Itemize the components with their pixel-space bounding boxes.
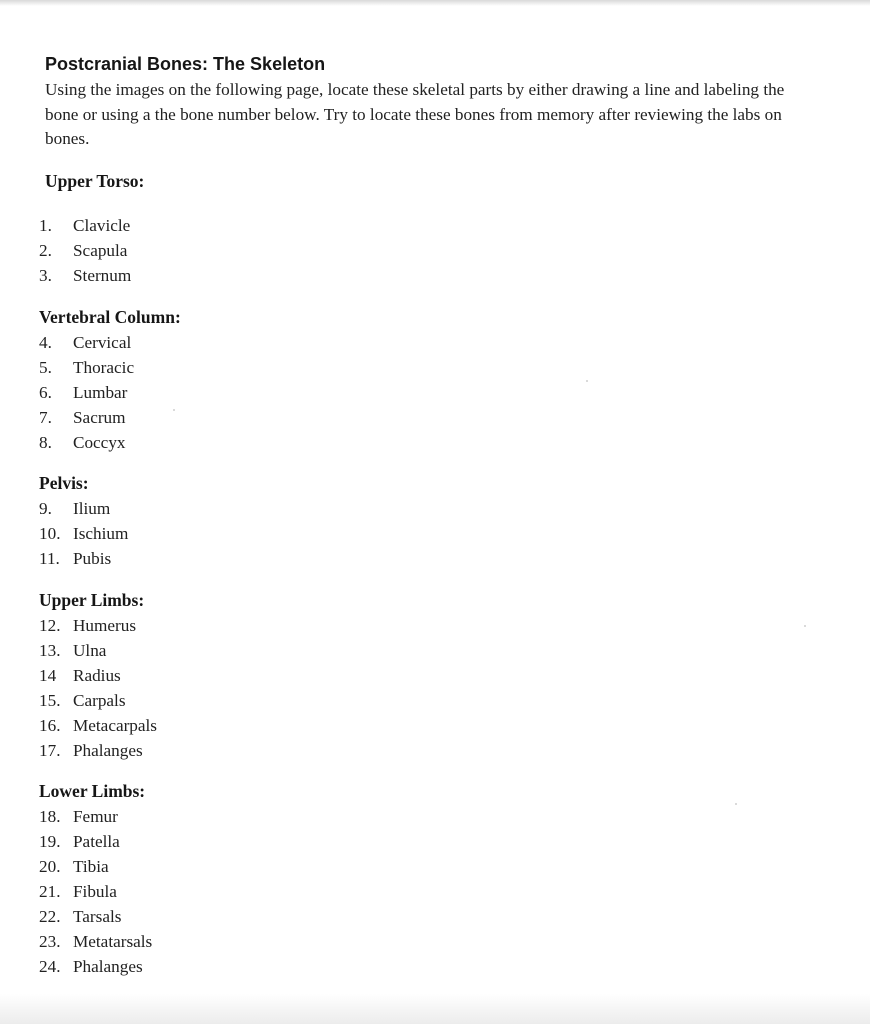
- item-number: 22.: [39, 907, 61, 926]
- paper-speck: [804, 625, 806, 627]
- list-item: [39, 638, 157, 663]
- list-item: [39, 738, 157, 763]
- section-heading-pelvis: Pelvis:: [39, 473, 89, 493]
- item-number: 13.: [39, 641, 61, 660]
- list-item: [39, 355, 134, 380]
- item-number: 1.: [39, 216, 52, 235]
- bone-label: Humerus: [73, 616, 137, 635]
- item-number: 16.: [39, 716, 61, 735]
- bone-label: Pubis: [73, 549, 112, 568]
- item-number: 11.: [39, 549, 60, 568]
- list-item: [39, 238, 131, 263]
- instructions-paragraph: Using the images on the following page, locate these skeletal parts by either drawing a line and labeling the bone or using a the bone number below. Try to locate these bones from memory after reviewing the labs on bones.: [45, 80, 785, 148]
- bone-list-vertebral-column: [39, 330, 134, 455]
- page-bottom-edge: [0, 994, 870, 1024]
- bone-list-upper-torso: [39, 213, 131, 288]
- bone-label: Ischium: [73, 524, 129, 543]
- list-item: [39, 430, 134, 455]
- item-number: 20.: [39, 857, 61, 876]
- bone-label: Femur: [73, 807, 118, 826]
- paper-speck: [735, 803, 737, 805]
- list-item: [39, 804, 152, 829]
- list-item: [39, 213, 131, 238]
- item-number: 7.: [39, 408, 52, 427]
- list-item: [39, 330, 134, 355]
- bone-label: Phalanges: [73, 741, 143, 760]
- list-item: [39, 546, 128, 571]
- paper-speck: [586, 380, 588, 382]
- bone-label: Radius: [73, 666, 121, 685]
- list-item: [39, 929, 152, 954]
- item-number: 9.: [39, 499, 52, 518]
- bone-label: Sacrum: [73, 408, 126, 427]
- list-item: [39, 613, 157, 638]
- list-item: [39, 954, 152, 979]
- list-item: [39, 713, 157, 738]
- list-item: [39, 405, 134, 430]
- paper-speck: [173, 409, 175, 411]
- list-item: [39, 521, 128, 546]
- bone-label: Scapula: [73, 241, 128, 260]
- item-number: 3.: [39, 266, 52, 285]
- item-number: 17.: [39, 741, 61, 760]
- bone-label: Thoracic: [73, 358, 135, 377]
- list-item: [39, 829, 152, 854]
- bone-label: Cervical: [73, 333, 132, 352]
- page-title: Postcranial Bones: The Skeleton: [45, 54, 326, 74]
- section-heading-lower-limbs: Lower Limbs:: [39, 781, 146, 801]
- item-number: 4.: [39, 333, 52, 352]
- list-item: [39, 879, 152, 904]
- bone-label: Ilium: [73, 499, 111, 518]
- list-item: [39, 496, 128, 521]
- item-number: 2.: [39, 241, 52, 260]
- list-item: [39, 380, 134, 405]
- bone-label: Metacarpals: [73, 716, 157, 735]
- item-number: 18.: [39, 807, 61, 826]
- bone-label: Phalanges: [73, 957, 143, 976]
- bone-label: Carpals: [73, 691, 126, 710]
- item-number: 8.: [39, 433, 52, 452]
- bone-label: Coccyx: [73, 433, 126, 452]
- item-number: 14: [39, 666, 57, 685]
- bone-label: Sternum: [73, 266, 132, 285]
- bone-label: Lumbar: [73, 383, 128, 402]
- item-number: 5.: [39, 358, 52, 377]
- list-item: [39, 854, 152, 879]
- bone-label: Ulna: [73, 641, 107, 660]
- item-number: 24.: [39, 957, 61, 976]
- bone-label: Patella: [73, 832, 120, 851]
- bone-label: Fibula: [73, 882, 117, 901]
- list-item: [39, 688, 157, 713]
- item-number: 21.: [39, 882, 61, 901]
- section-heading-upper-torso: Upper Torso:: [45, 171, 145, 191]
- bone-label: Metatarsals: [73, 932, 153, 951]
- item-number: 10.: [39, 524, 61, 543]
- bone-label: Tarsals: [73, 907, 122, 926]
- bone-label: Clavicle: [73, 216, 131, 235]
- item-number: 6.: [39, 383, 52, 402]
- item-number: 19.: [39, 832, 61, 851]
- bone-list-upper-limbs: [39, 613, 157, 763]
- list-item: [39, 904, 152, 929]
- section-heading-upper-limbs: Upper Limbs:: [39, 590, 145, 610]
- list-item: [39, 263, 131, 288]
- bone-list-lower-limbs: [39, 804, 152, 979]
- item-number: 12.: [39, 616, 61, 635]
- item-number: 23.: [39, 932, 61, 951]
- bone-list-pelvis: [39, 496, 128, 571]
- section-heading-vertebral-column: Vertebral Column:: [39, 307, 181, 327]
- list-item: [39, 663, 157, 688]
- bone-label: Tibia: [73, 857, 109, 876]
- item-number: 15.: [39, 691, 61, 710]
